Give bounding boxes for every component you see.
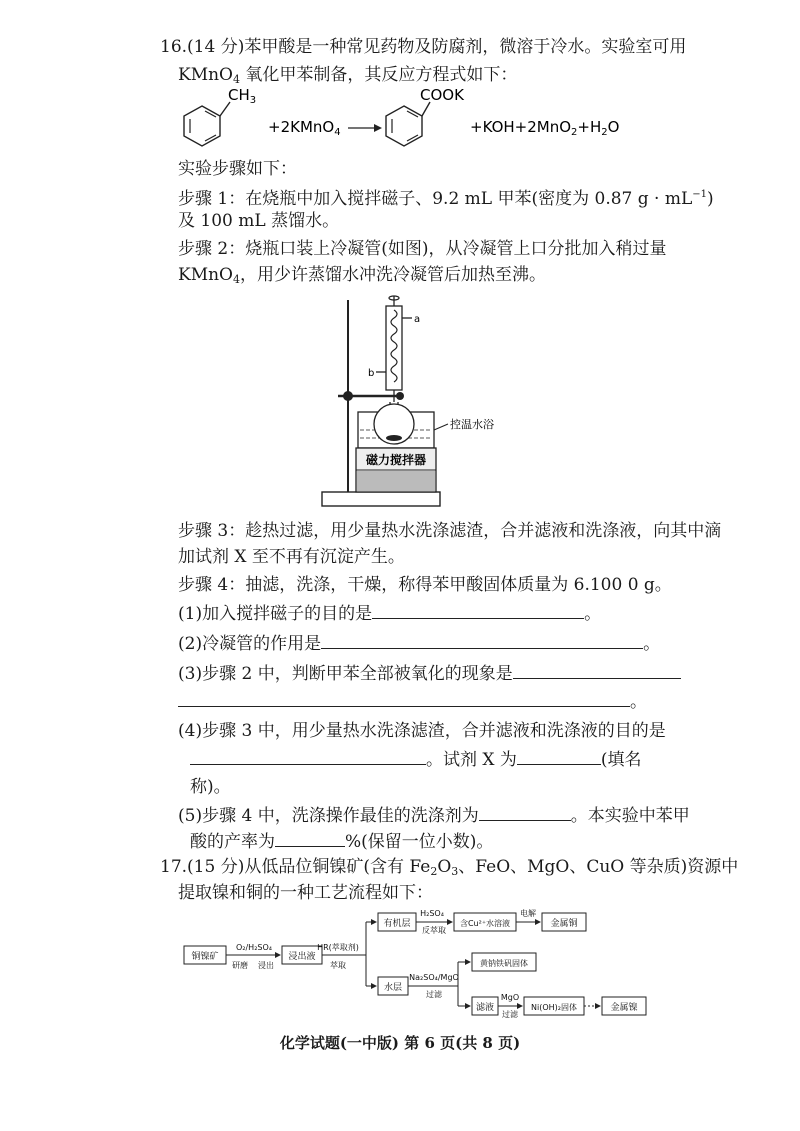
q17-mid: O: [437, 857, 452, 877]
q3-answer-blank-2[interactable]: [178, 690, 630, 707]
stand-base: [322, 492, 440, 506]
question-4-cont: [190, 748, 642, 771]
q4-text: (4)步骤 3 中，用少量热水洗涤滤渣，合并滤液和洗涤液的目的是: [178, 721, 666, 741]
q17-intro-line1: [160, 856, 738, 883]
q1-text: (1)加入搅拌磁子的目的是: [178, 604, 373, 624]
benzoate-structure: [386, 86, 465, 146]
q1-answer-blank[interactable]: [372, 602, 584, 619]
q4-reagent-text: 。试剂 X 为: [426, 750, 517, 770]
question-3-cont: [178, 690, 647, 713]
mgo-label: MgO: [500, 993, 520, 1002]
step2-tail: ，用少许蒸馏水冲洗冷凝管后加热至沸。: [240, 265, 546, 285]
q5-text: (5)步骤 4 中，洗涤操作最佳的洗涤剂为: [178, 806, 479, 826]
q5-yield-label: 酸的产率为: [190, 832, 275, 852]
process-flowchart: [180, 902, 650, 1022]
step2-line1: 步骤 2：烧瓶口装上冷凝管(如图)，从冷凝管上口分批加入稍过量: [178, 239, 667, 259]
cu-metal-label: 金属铜: [550, 919, 578, 929]
jarosite-label: 黄钠铁矾固体: [480, 959, 528, 968]
step2-kmno4: KMnO: [178, 265, 233, 285]
q5-answer-blank-1[interactable]: [479, 804, 571, 821]
step1-text: 步骤 1：在烧瓶中加入搅拌磁子、9.2 mL 甲苯(密度为 0.87 g · mL: [178, 189, 693, 209]
step2-line2: [178, 264, 546, 291]
q2-period: 。: [643, 634, 661, 654]
back-extract-label: 反萃取: [422, 926, 446, 935]
grind-label: 研磨: [232, 961, 248, 970]
q17-intro-post: 、FeO、MgO、CuO 等杂质)资源中: [458, 857, 739, 877]
q2-text: (2)冷凝管的作用是: [178, 634, 322, 654]
h2so4-label: H₂SO₄: [420, 909, 444, 918]
electrolysis-label: 电解: [520, 909, 536, 918]
label-b: b: [368, 368, 375, 379]
q17-intro-pre: 从低品位铜镍矿(含有 Fe: [244, 857, 431, 877]
hr-label: HR(萃取剂): [317, 943, 359, 952]
q3-text: (3)步骤 2 中，判断甲苯全部被氧化的现象是: [178, 664, 513, 684]
nioh2-label: Ni(OH)₂固体: [531, 1003, 577, 1012]
ore-label: 铜镍矿: [191, 952, 219, 962]
reaction-equation: [170, 86, 650, 156]
na2so4-label: Na₂SO₄/MgO: [409, 973, 459, 982]
step3-line1: 步骤 3：趁热过滤，用少量热水洗涤滤渣，合并滤液和洗涤液，向其中滴: [178, 521, 722, 541]
leach-label: 浸出: [258, 961, 274, 970]
step1-end: ): [707, 189, 714, 209]
q2-answer-blank[interactable]: [321, 632, 643, 649]
filtrate-label: 滤液: [475, 1003, 495, 1013]
extract-label: 萃取: [330, 961, 346, 970]
cook-label: COOK: [420, 86, 464, 104]
question-5: [178, 804, 690, 827]
q3-answer-blank-1[interactable]: [513, 662, 681, 679]
page-footer: 化学试题(一中版) 第 6 页(共 8 页): [279, 1034, 521, 1052]
ni-metal-label: 金属镍: [610, 1003, 638, 1013]
ch3-label: $CH_3$: [228, 86, 257, 106]
step1-line1: [178, 184, 714, 210]
cu-solution-label: 含Cu²⁺水溶液: [459, 919, 511, 928]
question-5-cont: [190, 830, 493, 853]
clamp-boss: [343, 391, 353, 401]
q16-score: (14 分): [187, 37, 245, 57]
stir-bar: [386, 435, 402, 441]
step3-line2: 加试剂 X 至不再有沉淀产生。: [178, 547, 405, 567]
q5-yield-tail: %(保留一位小数)。: [345, 832, 494, 852]
q16-intro-line1: [160, 36, 686, 58]
q17-score: (15 分): [187, 857, 245, 877]
kmno4-sub: 4: [233, 73, 240, 86]
water-bath-label: 控温水浴: [450, 418, 494, 431]
products-text: $+KOH+2MnO_2+H_2O$: [470, 118, 620, 138]
q4-answer-blank-1[interactable]: [190, 748, 426, 765]
organic-label: 有机层: [383, 919, 411, 929]
q16-intro-tail: 氧化甲苯制备，其反应方程式如下：: [240, 65, 518, 85]
q17-intro-line2: 提取镍和铜的一种工艺流程如下：: [178, 883, 433, 903]
reaction-arrow: [348, 124, 382, 132]
filter1-label: 过滤: [426, 990, 442, 999]
step1-sup: −1: [692, 189, 708, 200]
q3-period: 。: [630, 692, 647, 712]
q17-sub2: 3: [451, 865, 459, 878]
filter2-label: 过滤: [502, 1010, 518, 1019]
q17-sub1: 2: [430, 865, 438, 878]
step1-line2: 及 100 mL 蒸馏水。: [178, 211, 340, 231]
aqueous-label: 水层: [383, 983, 403, 993]
label-a: a: [414, 314, 421, 325]
q16-number: 16.: [160, 37, 188, 57]
q4-fill-name: (填名: [600, 750, 642, 770]
q17-number: 17.: [160, 857, 188, 877]
apparatus-diagram: [320, 292, 520, 512]
q1-period: 。: [584, 604, 602, 624]
q4-answer-blank-2[interactable]: [517, 748, 601, 765]
question-4-end: 称)。: [190, 777, 231, 797]
step2-sub: 4: [233, 273, 240, 286]
condenser: [376, 296, 412, 402]
question-4: [178, 720, 666, 742]
leachate-label: 浸出液: [288, 952, 316, 962]
reagent1-label: O₂/H₂SO₄: [235, 943, 273, 952]
kmno4-reagent: +2KMnO$_4$: [268, 118, 341, 138]
question-1: [178, 602, 601, 625]
step4-line: 步骤 4：抽滤，洗涤，干燥，称得苯甲酸固体质量为 6.100 0 g。: [178, 575, 672, 595]
toluene-structure: [184, 86, 256, 146]
question-2: [178, 632, 660, 655]
stirrer-label: 磁力搅拌器: [365, 453, 427, 467]
kmno4-text: KMnO: [178, 65, 233, 85]
steps-header: 实验步骤如下：: [178, 159, 297, 179]
q5-answer-blank-2[interactable]: [275, 830, 345, 847]
q16-intro-text: 苯甲酸是一种常见药物及防腐剂，微溶于冷水。实验室可用: [244, 37, 687, 57]
question-3: [178, 662, 681, 685]
q5-yield-text: 。本实验中苯甲: [570, 806, 690, 826]
